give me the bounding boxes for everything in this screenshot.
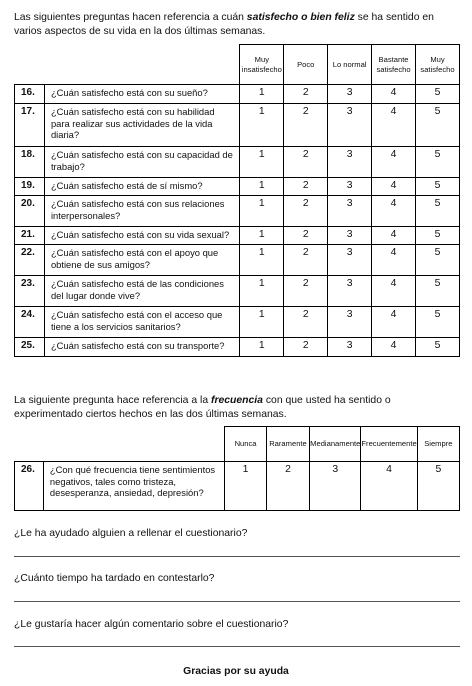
option-header: Siempre [417,427,459,462]
question-number: 16. [15,85,45,104]
question-number: 24. [15,307,45,338]
answer-option[interactable]: 2 [266,462,309,511]
answer-option[interactable]: 1 [240,147,284,178]
answer-option[interactable]: 2 [284,147,328,178]
answer-option[interactable]: 1 [240,245,284,276]
answer-option[interactable]: 5 [416,307,460,338]
answer-option[interactable]: 4 [372,178,416,196]
answer-option[interactable]: 5 [416,227,460,245]
answer-option[interactable]: 5 [416,196,460,227]
answer-option[interactable]: 1 [240,338,284,357]
answer-option[interactable]: 4 [372,104,416,147]
option-header: Muy insatisfecho [240,45,284,85]
open-question: ¿Le ha ayudado alguien a rellenar el cuestionario? [14,528,248,539]
question-number: 18. [15,147,45,178]
answer-option[interactable]: 4 [372,307,416,338]
closing-text: Gracias por su ayuda [183,666,289,677]
answer-option[interactable]: 2 [284,276,328,307]
answer-option[interactable]: 5 [416,104,460,147]
answer-option[interactable]: 5 [417,462,459,511]
question-text: ¿Cuán satisfecho está con su vida sexual? [44,227,239,245]
answer-line[interactable] [14,601,460,602]
option-header: Lo normal [328,45,372,85]
question-number: 23. [15,276,45,307]
answer-option[interactable]: 2 [284,245,328,276]
answer-option[interactable]: 1 [240,227,284,245]
question-number: 25. [15,338,45,357]
option-header: Frecuentemente [361,427,417,462]
option-header: Poco [284,45,328,85]
question-row [15,276,460,307]
answer-option[interactable]: 4 [372,276,416,307]
question-number: 17. [15,104,45,147]
answer-option[interactable]: 1 [225,462,267,511]
answer-option[interactable]: 2 [284,227,328,245]
answer-option[interactable]: 4 [372,147,416,178]
answer-option[interactable]: 1 [240,104,284,147]
question-row [15,104,460,147]
question-text: ¿Cuán satisfecho está con su habilidad para realizar sus actividades de la vida diaria? [44,104,239,147]
answer-option[interactable]: 1 [240,178,284,196]
answer-option[interactable]: 3 [310,462,361,511]
option-header: Bastante satisfecho [372,45,416,85]
question-text: ¿Cuán satisfecho está con su transporte? [44,338,239,357]
answer-option[interactable]: 4 [372,196,416,227]
question-number: 19. [15,178,45,196]
open-question: ¿Cuánto tiempo ha tardado en contestarlo? [14,573,215,584]
question-row [15,85,460,104]
answer-option[interactable]: 2 [284,196,328,227]
answer-option[interactable]: 4 [361,462,417,511]
answer-option[interactable]: 5 [416,178,460,196]
answer-option[interactable]: 3 [328,147,372,178]
answer-option[interactable]: 5 [416,147,460,178]
question-text: ¿Cuán satisfecho está con su sueño? [44,85,239,104]
question-row [15,227,460,245]
satisfaction-table [14,44,460,357]
option-header: Raramente [266,427,309,462]
option-header: Medianamente [310,427,361,462]
answer-option[interactable]: 2 [284,85,328,104]
answer-option[interactable]: 5 [416,245,460,276]
question-row [15,178,460,196]
answer-option[interactable]: 3 [328,227,372,245]
question-text: ¿Cuán satisfecho está con sus relaciones interpersonales? [44,196,239,227]
question-text: ¿Cuán satisfecho está de sí mismo? [44,178,239,196]
frequency-table [14,426,460,511]
intro-text: Las siguientes preguntas hacen referencia a cuán satisfecho o bien feliz se ha sentido en varios aspectos de su vida en la dos últimas semanas. [14,12,434,38]
answer-line[interactable] [14,556,460,557]
answer-option[interactable]: 3 [328,276,372,307]
question-row [15,338,460,357]
question-number: 22. [15,245,45,276]
table-header-row [15,427,460,462]
answer-option[interactable]: 1 [240,307,284,338]
option-header: Muy satisfecho [416,45,460,85]
answer-option[interactable]: 2 [284,104,328,147]
question-number: 20. [15,196,45,227]
answer-option[interactable]: 3 [328,104,372,147]
answer-option[interactable]: 1 [240,276,284,307]
answer-option[interactable]: 3 [328,245,372,276]
question-row [15,245,460,276]
question-text: ¿Con qué frecuencia tiene sentimientos negativos, tales como tristeza, desesperanza, ansiedad, depresión? [43,462,224,511]
question-text: ¿Cuán satisfecho está con el apoyo que obtiene de sus amigos? [44,245,239,276]
answer-option[interactable]: 2 [284,307,328,338]
answer-option[interactable]: 4 [372,245,416,276]
answer-option[interactable]: 2 [284,178,328,196]
question-row [15,196,460,227]
answer-option[interactable]: 4 [372,85,416,104]
option-header: Nunca [225,427,267,462]
table-header-row [15,45,460,85]
answer-option[interactable]: 2 [284,338,328,357]
answer-option[interactable]: 3 [328,196,372,227]
answer-option[interactable]: 1 [240,85,284,104]
question-number: 26. [15,462,44,511]
answer-option[interactable]: 3 [328,178,372,196]
open-question: ¿Le gustaría hacer algún comentario sobre el cuestionario? [14,619,289,630]
answer-option[interactable]: 3 [328,85,372,104]
question-text: ¿Cuán satisfecho está de las condiciones del lugar donde vive? [44,276,239,307]
question-number: 21. [15,227,45,245]
answer-line[interactable] [14,646,460,647]
answer-option[interactable]: 5 [416,276,460,307]
answer-option[interactable]: 3 [328,307,372,338]
answer-option[interactable]: 5 [416,85,460,104]
answer-option[interactable]: 5 [416,338,460,357]
question-text: ¿Cuán satisfecho está con el acceso que tiene a los servicios sanitarios? [44,307,239,338]
answer-option[interactable]: 4 [372,338,416,357]
frequency-intro-text: La siguiente pregunta hace referencia a la frecuencia con que usted ha sentido o experimentado ciertos hechos en las dos últimas semanas. [14,395,391,421]
answer-option[interactable]: 4 [372,227,416,245]
answer-option[interactable]: 3 [328,338,372,357]
question-text: ¿Cuán satisfecho está con su capacidad de trabajo? [44,147,239,178]
question-row [15,147,460,178]
answer-option[interactable]: 1 [240,196,284,227]
question-row [15,462,460,511]
question-row [15,307,460,338]
